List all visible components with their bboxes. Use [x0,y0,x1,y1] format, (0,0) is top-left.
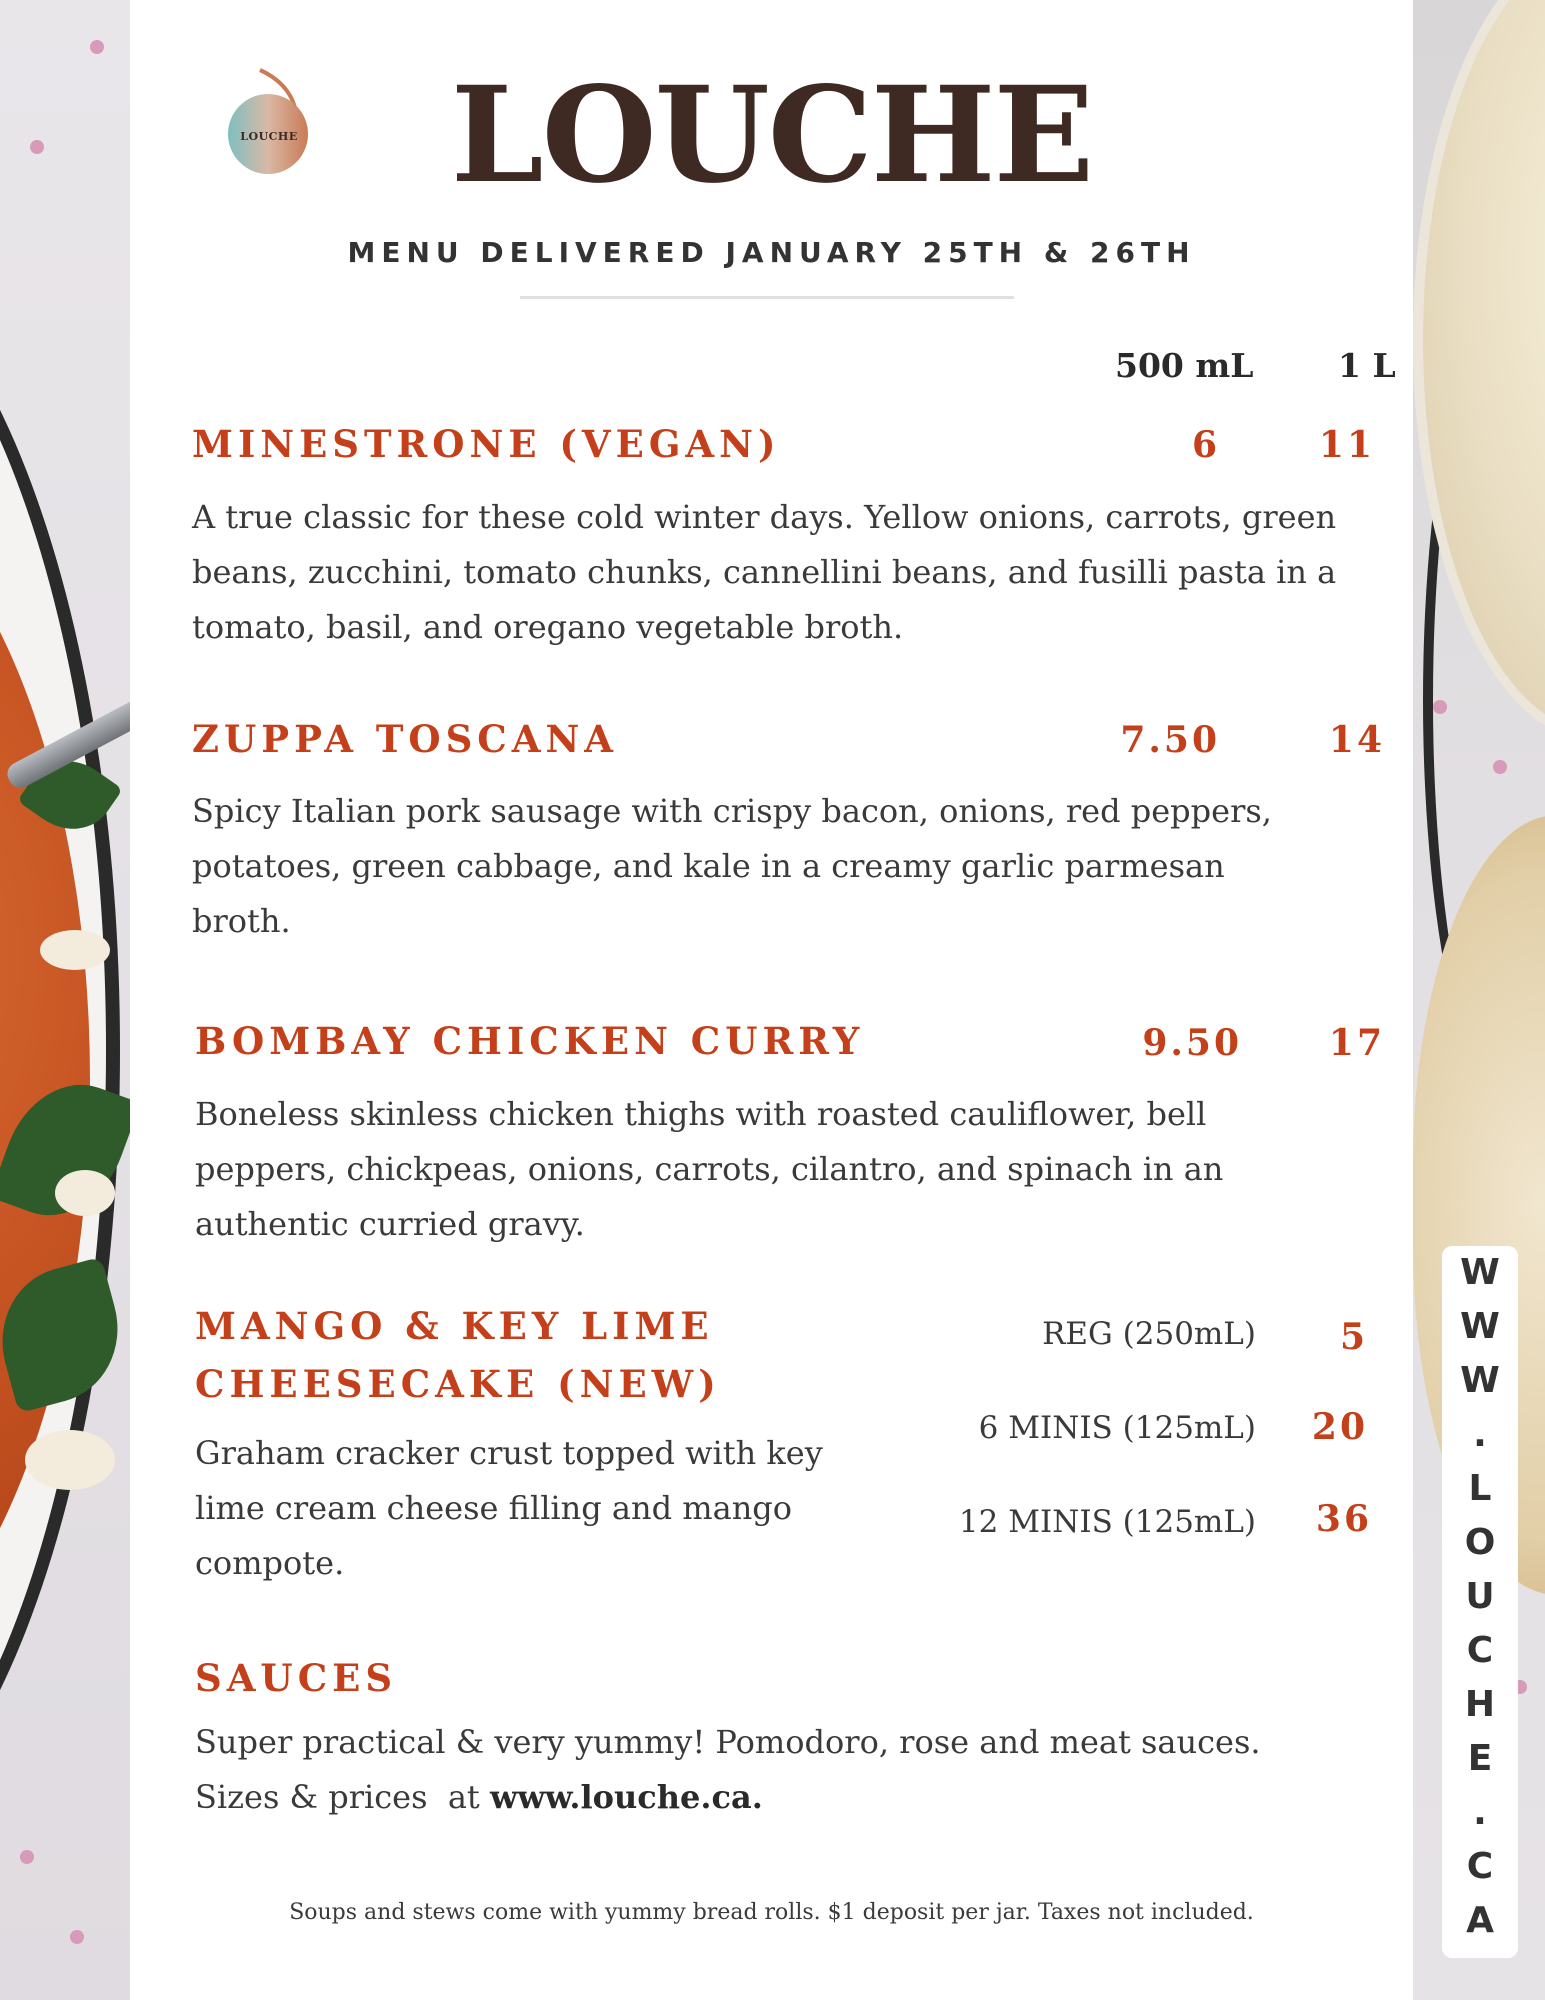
menu-subtitle: MENU DELIVERED JANUARY 25TH & 26TH [347,236,1196,269]
url-letter: C [1466,1630,1494,1671]
dessert-option-price: 20 [1311,1406,1368,1448]
sauces-line1: Super practical & very yummy! Pomodoro, rose and meat sauces. [195,1723,1261,1761]
logo-label: LOUCHE [240,130,298,143]
price-1l: 11 [1318,424,1375,466]
dessert-option-label: 6 MINIS (125mL) [978,1410,1256,1446]
divider [520,296,1014,299]
dessert-option-label: REG (250mL) [1042,1316,1256,1352]
price-500ml: 6 [1191,424,1220,466]
dessert-name-line2: CHEESECAKE (NEW) [195,1362,721,1406]
url-letter: W [1460,1360,1500,1401]
price-500ml: 7.50 [1120,719,1220,761]
menu-item-name: ZUPPA TOSCANA [192,717,618,761]
url-letter: . [1473,1414,1487,1455]
sauces-line2 [195,1770,1375,1825]
price-500ml: 9.50 [1142,1022,1242,1064]
brand-title: LOUCHE [450,58,1093,213]
url-letter: A [1466,1900,1494,1941]
menu-item-description: Boneless skinless chicken thighs with roasted cauliflower, bell peppers, chickpeas, onions, carrots, cilantro, and spinach in an authentic curried gravy. [195,1095,1224,1243]
url-letter: L [1468,1468,1492,1509]
url-letter: O [1464,1522,1496,1563]
website-url-vertical [1442,1246,1518,1958]
url-letter: H [1464,1684,1496,1725]
menu-page [130,0,1413,2000]
url-letter: . [1473,1792,1487,1833]
size-header-1l: 1 L [1338,346,1396,385]
dessert-name-line1: MANGO & KEY LIME [195,1304,714,1348]
sauces-line2-prefix: Sizes & prices at [195,1778,490,1816]
url-letter: C [1466,1846,1494,1887]
sauces-description [195,1715,1375,1825]
footnote: Soups and stews come with yummy bread rolls. $1 deposit per jar. Taxes not included. [289,1900,1254,1925]
dessert-description: Graham cracker crust topped with key lime cream cheese filling and mango compote. [195,1434,823,1582]
size-header-500ml: 500 mL [1115,346,1254,385]
url-letter: U [1465,1576,1495,1617]
dessert-option-price: 36 [1315,1498,1372,1540]
url-letter: W [1460,1252,1500,1293]
menu-item-name: BOMBAY CHICKEN CURRY [195,1019,865,1063]
dessert-option-price: 5 [1339,1316,1368,1358]
background-soup-photo [0,0,130,2000]
price-1l: 17 [1328,1022,1385,1064]
dessert-option-label: 12 MINIS (125mL) [958,1504,1256,1540]
menu-item-name: MINESTRONE (VEGAN) [192,422,781,466]
menu-item-description: A true classic for these cold winter days. Yellow onions, carrots, green beans, zucchini, tomato chunks, cannellini beans, and fusilli pasta in a tomato, basil, and oregano vegetable broth. [192,498,1337,646]
url-letter: E [1467,1738,1493,1779]
price-1l: 14 [1328,719,1385,761]
website-link[interactable]: www.louche.ca. [489,1778,763,1816]
sauces-heading: SAUCES [195,1656,398,1700]
menu-item-description: Spicy Italian pork sausage with crispy bacon, onions, red peppers, potatoes, green cabbage, and kale in a creamy garlic parmesan broth. [192,792,1272,940]
url-letter: W [1460,1306,1500,1347]
